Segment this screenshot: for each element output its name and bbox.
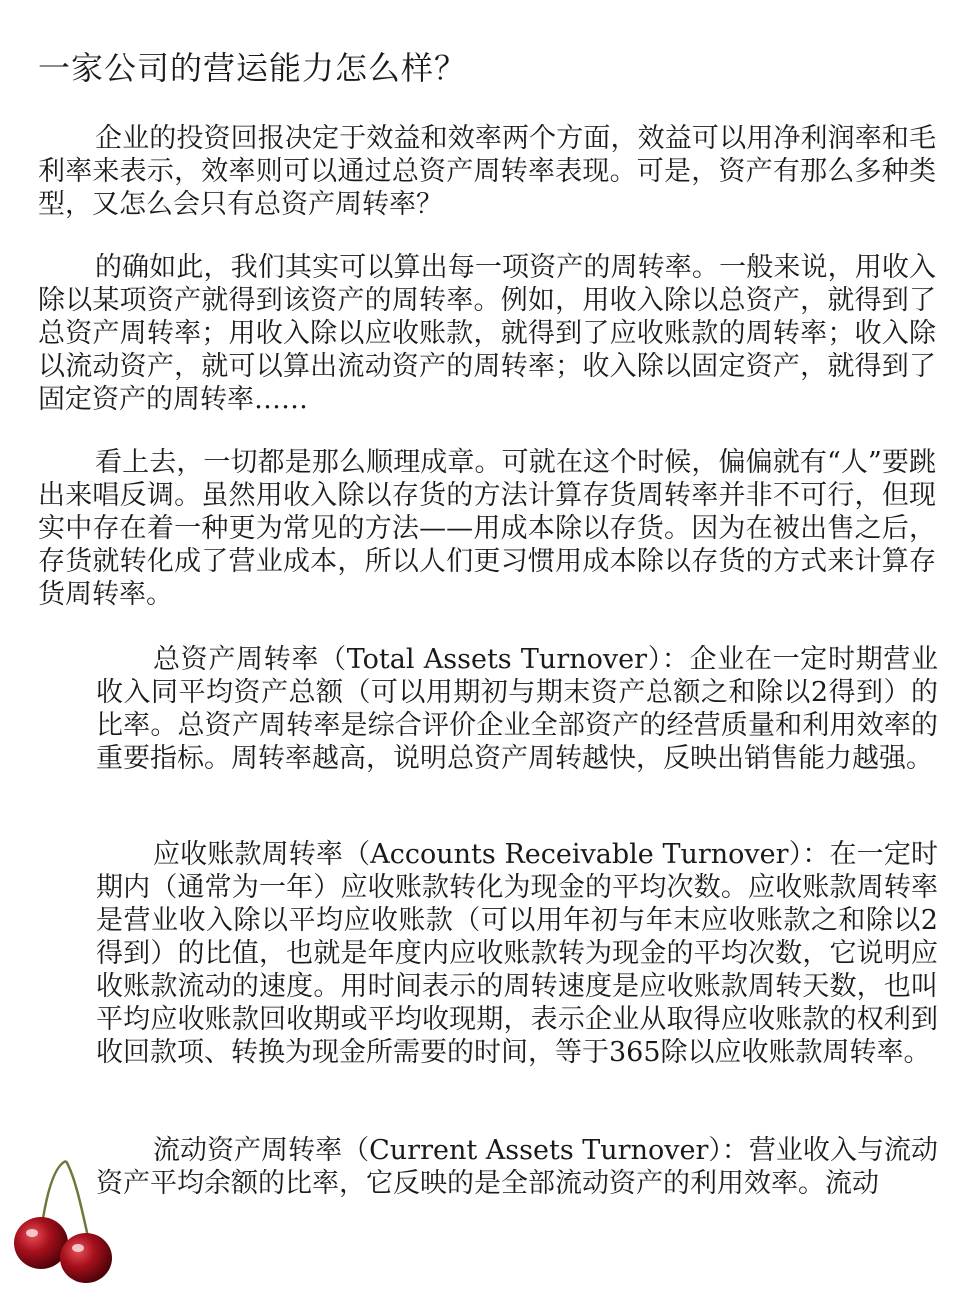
page-title: 一家公司的营运能力怎么样？ <box>38 49 468 87</box>
body-paragraph: 看上去，一切都是那么顺理成章。可就在这个时候，偏偏就有“人”要跳出来唱反调。虽然用收入除以存货的方法计算存货周转率并非不可行，但现实中存在着一种更为常见的方法——用成本除以存货。因为在被出售之后，存货就转化成了营业成本，所以人们更习惯用成本除以存货的方式来计算存货周转率。 <box>38 447 936 610</box>
cherries-icon <box>8 1155 118 1285</box>
body-paragraph: 企业的投资回报决定于效益和效率两个方面，效益可以用净利润率和毛利率来表示，效率则可以通过总资产周转率表现。可是，资产有那么多种类型，又怎么会只有总资产周转率？ <box>38 123 936 220</box>
definition-accounts-receivable-turnover: 应收账款周转率（Accounts Receivable Turnover）：在一定时期内（通常为一年）应收账款转化为现金的平均次数。应收账款周转率是营业收入除以平均应收账款（可以用年初与年末应收账款之和除以2得到）的比值，也就是年度内应收账款转为现金的平均次数，它说明应收账款流动的速度。用时间表示的周转速度是应收账款周转天数，也叫平均应收账款回收期或平均收现期，表示企业从取得应收账款的权利到收回款项、转换为现金所需要的时间，等于365除以应收账款周转率。 <box>96 839 938 1068</box>
definition-current-assets-turnover: 流动资产周转率（Current Assets Turnover）：营业收入与流动资产平均余额的比率，它反映的是全部流动资产的利用效率。流动 <box>96 1135 938 1199</box>
body-paragraph: 的确如此，我们其实可以算出每一项资产的周转率。一般来说，用收入除以某项资产就得到该资产的周转率。例如，用收入除以总资产，就得到了总资产周转率；用收入除以应收账款，就得到了应收账款的周转率；收入除以流动资产，就可以算出流动资产的周转率；收入除以固定资产，就得到了固定资产的周转率…… <box>38 252 936 415</box>
definition-total-assets-turnover: 总资产周转率（Total Assets Turnover）：企业在一定时期营业收入同平均资产总额（可以用期初与期末资产总额之和除以2得到）的比率。总资产周转率是综合评价企业全部资产的经营质量和利用效率的重要指标。周转率越高，说明总资产周转越快，反映出销售能力越强。 <box>96 644 938 774</box>
